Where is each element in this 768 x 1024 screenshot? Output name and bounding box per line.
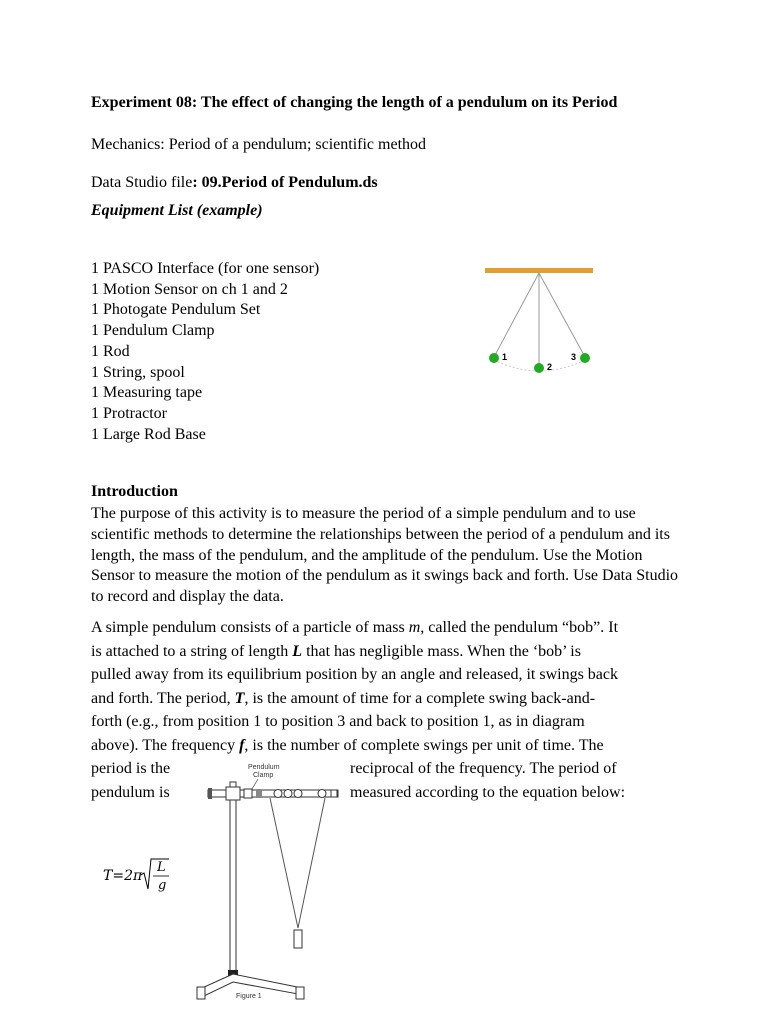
- text-segment: measured according to the equation below:: [350, 784, 626, 801]
- figure-caption: Figure 1: [236, 993, 262, 1000]
- text-span: , is the number of complete swings per unit of time. The: [244, 736, 604, 754]
- text-segment: pendulum is: [91, 784, 170, 801]
- list-item: 1 Pendulum Clamp: [91, 322, 215, 340]
- introduction-heading: Introduction: [91, 483, 178, 500]
- doc-subtitle: Mechanics: Period of a pendulum; scientific method: [91, 136, 427, 153]
- formula-graphic: [103, 855, 173, 897]
- doc-title: Experiment 08: The effect of changing the length of a pendulum on its Period: [91, 94, 618, 111]
- clamp-pulley-4: [318, 790, 326, 798]
- text-segment: reciprocal of the frequency. The period of: [350, 760, 617, 777]
- position-label-3: 3: [571, 352, 577, 362]
- period-formula: [103, 855, 173, 901]
- var-L: L: [292, 642, 303, 660]
- introduction-paragraph: The purpose of this activity is to measure the period of a simple pendulum and to use scientific methods to determine the relationships between the period of a pendulum and its length, the mass of the pendulum, and the amplitude of the pendulum. Use the Motion Sensor to measure the motion of the pendulum as it swings back and forth. Use Data Studio to record and display the data.: [91, 505, 679, 606]
- text-line: [91, 640, 681, 664]
- formula-numerator: L: [157, 860, 166, 875]
- clamp-pulley-2: [284, 790, 292, 798]
- clamp-end-right: [331, 790, 337, 797]
- clamp-label-pointer: [252, 779, 258, 789]
- pendulum-description: [91, 616, 681, 758]
- text-span: that has negligible mass. When the ‘bob’ is: [302, 642, 581, 660]
- bob-position-2: [534, 363, 544, 373]
- text-line: [91, 687, 681, 711]
- clamp-pulley-3: [294, 790, 302, 798]
- clamp-screw: [256, 789, 262, 798]
- list-item: 1 Motion Sensor on ch 1 and 2: [91, 280, 288, 298]
- list-item: 1 PASCO Interface (for one sensor): [91, 260, 320, 277]
- list-item: 1 Rod: [91, 342, 130, 360]
- text-line: pulled away from its equilibrium position by an angle and released, it swings back: [91, 666, 618, 684]
- text-span: and forth. The period,: [91, 689, 235, 707]
- list-item: 1 Large Rod Base: [91, 425, 206, 443]
- text-span: is attached to a string of length: [91, 642, 293, 660]
- position-label-1: 1: [502, 352, 508, 362]
- equipment-list: [91, 259, 319, 445]
- figure-1-apparatus: [190, 758, 345, 1008]
- bob-position-1: [489, 353, 499, 363]
- text-span: above). The frequency: [91, 736, 240, 754]
- clamp-knob: [244, 789, 252, 798]
- base-foot-right: [296, 987, 304, 999]
- bob-position-3: [580, 353, 590, 363]
- var-T: T: [234, 689, 245, 707]
- pendulum-string-left: [494, 273, 539, 357]
- clamp-pulley-1: [274, 790, 282, 798]
- pendulum-bob: [294, 930, 302, 948]
- pendulum-string-right: [539, 273, 585, 357]
- text-line: [91, 616, 681, 640]
- var-f: f: [239, 736, 245, 754]
- position-label-2: 2: [547, 362, 553, 372]
- list-item: 1 Protractor: [91, 404, 167, 422]
- clamp-label-line1: Pendulum: [248, 764, 280, 771]
- text-line: forth (e.g., from position 1 to position 3 and back to position 1, as in diagram: [91, 713, 585, 731]
- list-item: 1 Photogate Pendulum Set: [91, 301, 261, 319]
- clamp-end-left: [208, 788, 212, 799]
- text-line: [91, 734, 681, 758]
- file-name: : 09.Period of Pendulum.ds: [192, 174, 378, 191]
- rod-clamp-block: [226, 787, 240, 800]
- text-segment: period is the: [91, 760, 171, 777]
- list-item: 1 String, spool: [91, 363, 185, 381]
- var-m: m: [408, 619, 421, 636]
- text-span: A simple pendulum consists of a particle of mass: [91, 619, 409, 636]
- pendulum-string-1: [270, 798, 298, 928]
- vertical-rod: [230, 782, 236, 972]
- formula-denominator: g: [158, 878, 167, 893]
- list-item: 1 Measuring tape: [91, 384, 203, 402]
- text-span: , called the pendulum “bob”. It: [420, 619, 619, 636]
- text-span: , is the amount of time for a complete swing back-and-: [244, 689, 596, 707]
- equipment-heading: Equipment List (example): [91, 202, 263, 219]
- pendulum-string-2: [298, 798, 325, 928]
- base-foot-left: [197, 987, 205, 999]
- data-studio-file: [91, 174, 378, 192]
- file-label: Data Studio file: [91, 174, 193, 191]
- pendulum-support-bar: [485, 268, 593, 273]
- formula-lhs: T=2π: [103, 868, 143, 884]
- clamp-label-line2: Clamp: [253, 772, 274, 779]
- pendulum-swing-diagram: [480, 262, 600, 382]
